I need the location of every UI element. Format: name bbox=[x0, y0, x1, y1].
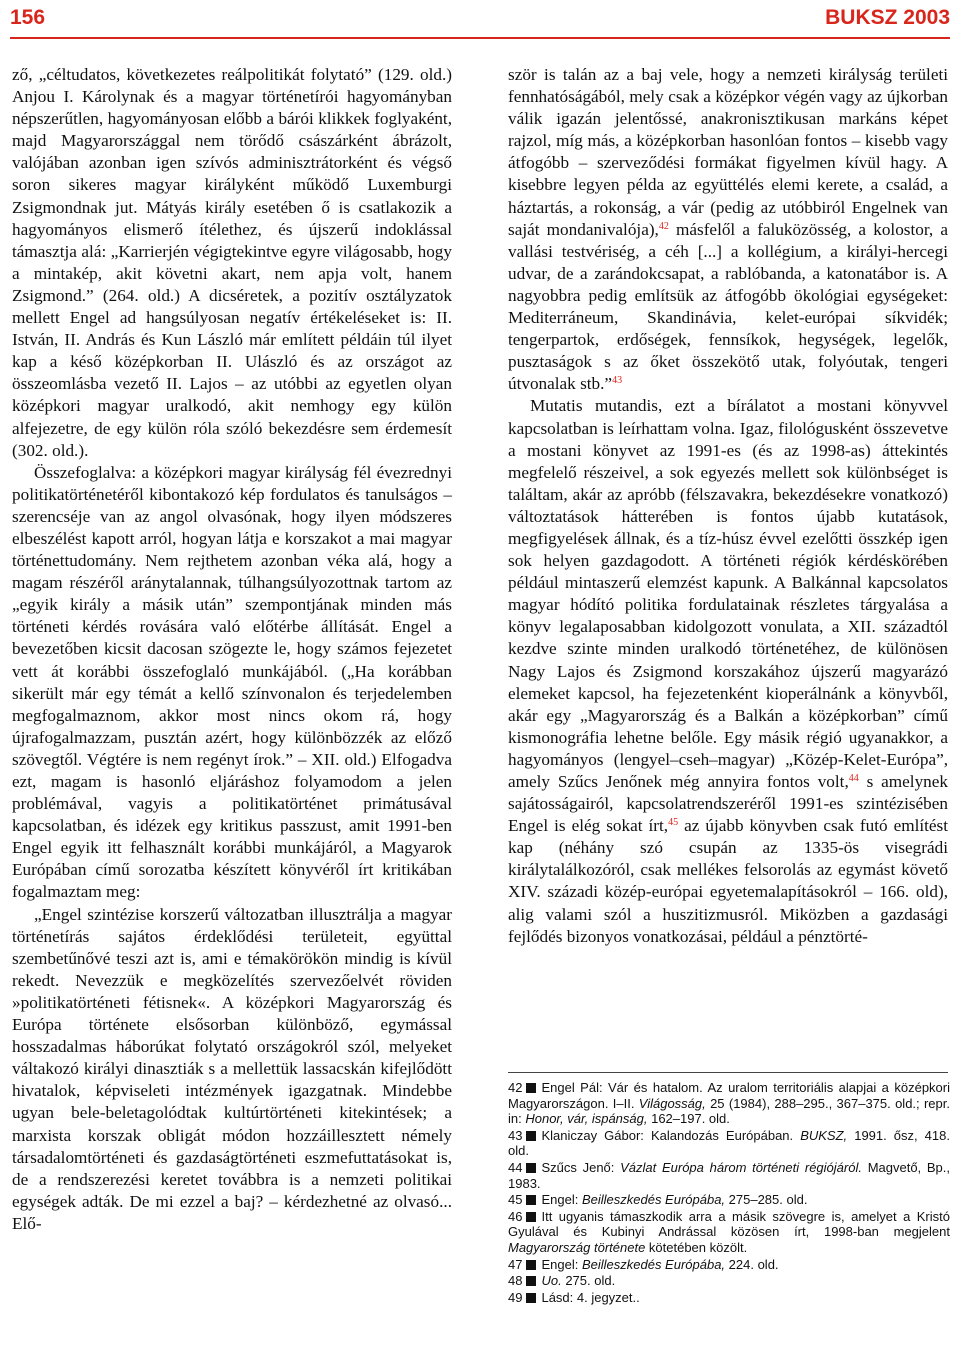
footnote-text: Szűcs Jenő: Vázlat Európa három történeti régiójáról. Magvető, Bp., 1983. bbox=[508, 1159, 951, 1191]
footnote-number: 47 bbox=[508, 1256, 523, 1272]
footnote-text: Engel: Beilleszkedés Európába, 275–285. old. bbox=[541, 1192, 808, 1208]
footnote-rule bbox=[508, 1072, 948, 1073]
footnotes bbox=[508, 1080, 950, 1306]
footnote-number: 49 bbox=[508, 1289, 523, 1305]
paragraph: Mutatis mutandis, ezt a bírálatot a mostani könyvvel kapcsolatban is leírhattam volna. Igaz, filológusként összevetve a mostani könyvet az 1991-es (és az 1998-as) áttekintés megfelelő részeivel, a sok egyezés mellett sok különbséget is találtam, akár az apróbb (félszavakra, bekezdésekre vonatkozó) változtatások hátterében is fontos újabb kutatások, megfigyelések állnak, és a tíz-húsz évvel ezelőtti összkép igen sok helyen gazdagodott. A történeti régiók kérdéskörében például mintaszerű elemzést kapunk. A Balkánnal kapcsolatos magyar hódító politika fordulatainak részletes tárgyalása a könyv legalaposabban kidolgozott vonulata, a XII. századtól kezdve szinte minden uralkodó történetéhez, de különösen Nagy Lajos és Zsigmond korszakához újszerű magyarázó elemeket kapcsol, ha fejezetenként kioperálnánk a könyvből, akár egy „Magyarország és a Balkán a középkorban” című kismonográfia lehetne belőle. Egy másik régió ugyanakkor, a hagyományos (lengyel–cseh–magyar) „Közép-Kelet-Európa”, amely Szűcs Jenőnek még annyira fontos volt,$^{44}$ s amelynek sajátosságairól, kapcsolatrendszeréről 1991-es szintézisében Engel is elég sokat írt,$^{45}$ az újabb könyvben csak futó említést kap (néhány szó csupán az 1335-ös visegrádi királytalálkozóról, csak mellékes felsorolás az egymást követő XIV. századi közép-európai egyetemalapításokról – 166. old), alig valami szól a huszitizmusról. Miközben a gazdasági fejlődés bizonyos vonatkozásai, például a pénztörté- bbox=[508, 396, 948, 946]
page-header bbox=[10, 2, 950, 36]
paragraph: ző, „céltudatos, következetes reálpolitikát folytató” (129. old.) Anjou I. Károlynak és a magyar történetírói hagyományban népszerűtlen, hagyományosan előbb a bárói klikkek foglyaként, majd Magyarországgal nem törődő császárként ábrázolt, valójában azonban igen szívós adminisztrátorként és végső soron sikeres magyar királyként működő Luxemburgi Zsigmondnak jut. Mátyás király esetében ő is csatlakozik a hagyományos elismerő ítélethez, és újszerű indoklással támasztja alá: „Karrierjén végigtekintve egyre világosabb, hogy a mintakép, akit követni akart, nem apja volt, hanem Zsigmond.” (264. old.) A dicséretek, a pozitív osztályzatok mellett Engel ad hangsúlyosan negatív értékeléseket is: II. István, II. András és Kun László már említett példáin túl ilyet kap a késő középkorban II. Ulászló és az országot az összeomlásba vezető II. Lajos – az utóbbi az egyetlen olyan középkori magyar uralkodó, akit nemhogy egy külön alfejezetre, de egy külön róla szóló bekezdésre sem érdemesít (302. old.). bbox=[12, 65, 452, 460]
left-text-column bbox=[12, 64, 452, 1235]
paragraph: Összefoglalva: a középkori magyar királyság fél évezrednyi politikatörténetéről kibontakozó kép fordulatos és tanulságos – szerencséje van az angol olvasónak, hogy ilyen módszeres elbeszélést kapott arról, hogyan látja e korszakot a mai magyar történettudomány. Nem rejthetem azonban véka alá, hogy a magam részéről aránytalannak, túlhangsúlyozottnak tartom az „egyik király a másik után” szempontjának minden más történeti kérdés rovására való előtérbe állítását. Engel a bevezetőben kicsit dacosan szögezte le, hogy számos fejezetet vett át korábbi összefoglaló munkájából. („Ha korábban sikerült már egy témát a kellő színvonalon és terjedelemben megfogalmaznom, akkor most nincs okom rá, hogy újrafogalmazzam, pusztán azért, hogy különbözzék az előző szövegtől. Végtére is nem regényt írok.” – XII. old.) Elfogadva ezt, magam is hasonló eljáráshoz folyamodom a jelen problémával, vagyis a politikatörténet primátusával kapcsolatban, és idézek egy kritikus passzust, amit 1991-ben Engel egyik itt felhasznált korábbi munkájáról, a Magyarok Európában című sorozatba készített könyvéről írt kritikában fogalmaztam meg: bbox=[12, 462, 452, 902]
footnote-number: 46 bbox=[508, 1208, 523, 1224]
footnote bbox=[508, 1290, 950, 1306]
footnote bbox=[508, 1080, 950, 1127]
square-bullet-icon bbox=[526, 1276, 536, 1286]
journal-title: BUKSZ 2003 bbox=[825, 6, 950, 29]
square-bullet-icon bbox=[526, 1212, 536, 1222]
footnote-text: Engel: Beilleszkedés Európába, 224. old. bbox=[541, 1256, 779, 1272]
page-number: 156 bbox=[10, 6, 46, 29]
footnote-number: 43 bbox=[508, 1127, 523, 1143]
footnote-text: Lásd: 4. jegyzet.. bbox=[541, 1289, 640, 1305]
footnote bbox=[508, 1160, 950, 1191]
footnote-number: 44 bbox=[508, 1159, 523, 1175]
right-text-column bbox=[508, 64, 948, 948]
header-rule bbox=[10, 37, 950, 39]
footnote-number: 48 bbox=[508, 1273, 523, 1289]
square-bullet-icon bbox=[526, 1195, 536, 1205]
square-bullet-icon bbox=[526, 1131, 536, 1141]
footnote bbox=[508, 1128, 950, 1159]
square-bullet-icon bbox=[526, 1293, 536, 1303]
square-bullet-icon bbox=[526, 1260, 536, 1270]
footnote-text: Klaniczay Gábor: Kalandozás Európában. BUKSZ, 1991. ősz, 418. old. bbox=[508, 1127, 950, 1159]
footnote bbox=[508, 1257, 950, 1273]
footnote bbox=[508, 1273, 950, 1289]
square-bullet-icon bbox=[526, 1163, 536, 1173]
footnote bbox=[508, 1192, 950, 1208]
footnote-text: Itt ugyanis támaszkodik arra a másik szövegre is, amelyet a Kristó Gyulával és Kubinyi Andrással közösen írt, 1998-ban megjelent Magyarország története kötetében közölt. bbox=[508, 1208, 950, 1255]
footnote-number: 42 bbox=[508, 1080, 523, 1095]
paragraph: „Engel szintézise korszerű változatban illusztrálja a magyar történetírás sajátos érdeklődési területeit, együttal szembetűnővé teszi azt is, ami e témakörökön mindig is kívül rekedt. Nevezzük e megközelítés szervezőelvét röviden »politikatörténeti fétisnek«. A középkori Magyarország és Európa története elsősorban különböző, egymással hosszadalmas háborúkat folytató országokról szól, melyeket váltakozó királyi dinasztiák s a mellettük lassacskán kifejlődött hivatalok, képviseleti intézmények igazgatnak. Mindebbe ugyan bele-beletagolódtak kultúrtörténeti kitekintések; a marxista korszak obligát módon hozzáillesztett némely társadalomtörténeti és gazdaságtörténeti eszmefuttatásokat is, de a rendszerezési keretet továbbra is a nemzeti politikai egységek adták. De mi ezzel a baj? – kérdezhetné az olvasó... Elő- bbox=[12, 904, 452, 1233]
footnote bbox=[508, 1209, 950, 1256]
paragraph: ször is talán az a baj vele, hogy a nemzeti királyság területi fennhatóságából, mely csak a középkor végén vagy az újkorban válik igazán jelentőssé, anakronisztikusan markáns képet rajzol, míg más, a középkorban hasonlóan fontos – kisebb vagy átfogóbb – szerveződési formákat figyelmen kívül hagy. A kisebbre legyen példa az együttélés elemi kerete, a család, a háztartás, a rokonság, a vár (pedig az utóbbiról Engelnek van saját mondanivalója),$^{42}$ másfelől a faluközösség, a kolostor, a vallási testvériség, a céh [...] a kollégium, a királyi-hercegi udvar, de a zarándokcsapat, a rablóbanda, a katonatábor is. A nagyobbra pedig említsük az átfogóbb ökológiai egységeket: Mediterráneum, Skandinávia, kelet-európai síkvidék; tengerpartok, erdőségek, fennsíkok, hegységek, legelők, pusztaságok s az őket összekötő utak, folyóutak, tengeri útvonalak stb.”$^{43}$ bbox=[508, 65, 948, 394]
footnote-text: Engel Pál: Vár és hatalom. Az uralom territoriális alapjai a középkori Magyarországon. I–II. Világosság, 25 (1984), 288–295., 367–375. old.; repr. in: Honor, vár, ispánság, 162–197. old. bbox=[508, 1080, 950, 1127]
square-bullet-icon bbox=[526, 1083, 536, 1093]
footnote-text: Uo. 275. old. bbox=[541, 1273, 616, 1289]
footnote-number: 45 bbox=[508, 1192, 523, 1208]
